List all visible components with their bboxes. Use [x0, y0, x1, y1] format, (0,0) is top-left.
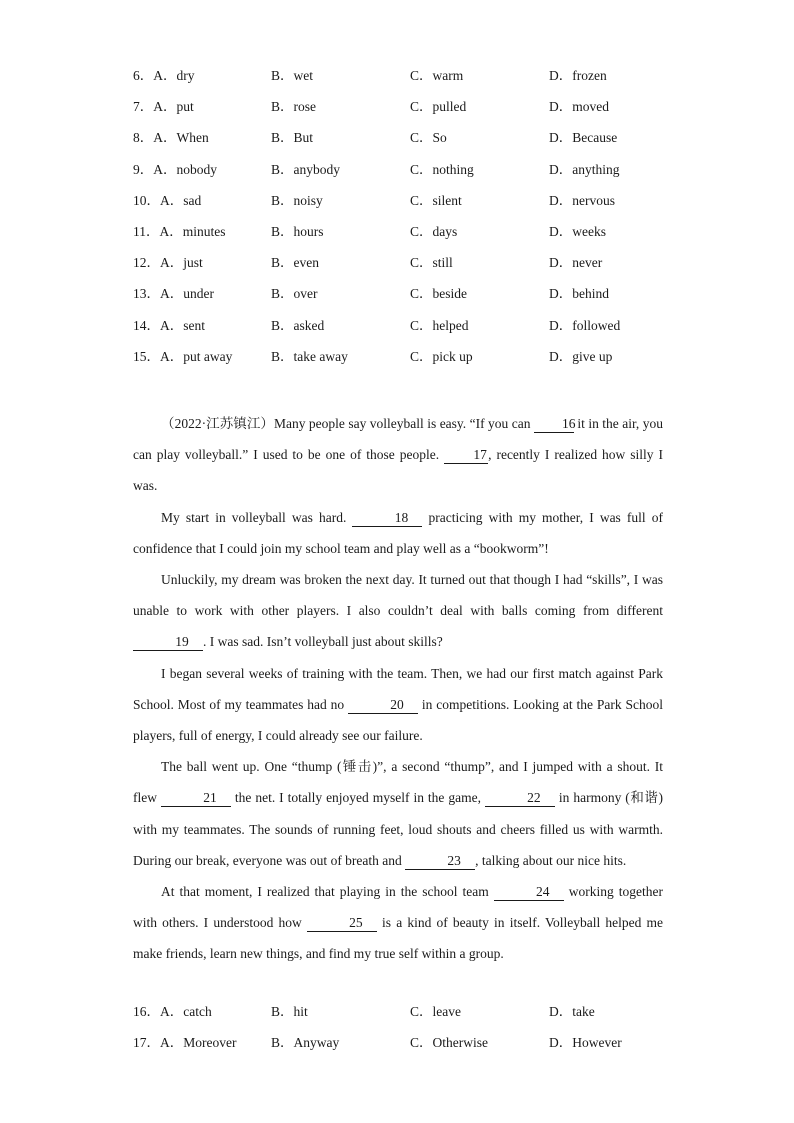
option-d: D．moved — [549, 99, 609, 115]
blank-25: 25 — [307, 915, 377, 932]
paragraph-6 — [133, 876, 663, 970]
text: practicing with my mother, I was full of confidence that I could join my school team and play well as a “bookworm”! — [133, 509, 663, 556]
blank-22: 22 — [485, 790, 555, 807]
option-a: 11．A．minutes — [133, 223, 226, 239]
text: is a kind of beauty in itself. Volleyball helped me make friends, learn new things, and find my true self within a group. — [133, 915, 664, 962]
text: , talking about our nice hits. — [475, 852, 627, 868]
option-d: D．frozen — [549, 68, 607, 83]
text: The ball went up. One “thump (锤击)”, a second “thump”, and I jumped with a shout. It flew — [133, 759, 663, 806]
option-c: C．warm — [410, 68, 464, 83]
paragraph-5 — [133, 751, 663, 876]
option-d: D．anything — [549, 161, 620, 177]
option-d: D．nervous — [549, 192, 615, 208]
option-b: B．asked — [271, 317, 325, 333]
option-a: 9．A．nobody — [133, 161, 217, 177]
blank-18: 18 — [352, 510, 422, 527]
option-b: B．wet — [271, 68, 313, 83]
text: （2022·江苏镇江）Many people say volleyball is easy. “If you can — [161, 416, 534, 431]
text: My start in volleyball was hard. — [161, 509, 353, 525]
option-c: C．helped — [410, 317, 469, 333]
text: Unluckily, my dream was broken the next day. It turned out that though I had “skills”, I was unable to work with other players. I also couldn’t deal with balls coming from different — [133, 572, 663, 619]
text: , recently I realized how silly I was. — [133, 447, 663, 494]
option-c: C．pulled — [410, 99, 467, 115]
option-b: B．even — [271, 255, 319, 271]
blank-16: 16 — [534, 416, 574, 433]
option-d: D．behind — [549, 286, 609, 302]
option-b: B．But — [271, 130, 314, 146]
option-d: D．weeks — [549, 223, 606, 239]
paragraph-3 — [133, 564, 663, 658]
question-row — [133, 160, 673, 191]
option-a: 12．A．just — [133, 255, 203, 271]
option-c: C．nothing — [410, 161, 474, 177]
option-a: 15．A．put away — [133, 348, 233, 364]
option-b: B．hours — [271, 223, 324, 239]
option-a: 7．A．put — [133, 99, 194, 115]
question-row — [133, 66, 673, 97]
paragraph-1 — [133, 408, 663, 502]
option-b: B．over — [271, 286, 318, 302]
question-row — [133, 347, 673, 378]
option-a: 8．A．When — [133, 130, 209, 146]
question-row — [133, 97, 673, 128]
option-c: C．So — [410, 130, 447, 146]
blank-20: 20 — [348, 697, 418, 714]
option-d: D．followed — [549, 317, 621, 333]
option-b: B．rose — [271, 99, 316, 115]
question-row — [133, 191, 673, 222]
option-a: 10．A．sad — [133, 192, 202, 208]
option-a: 17．A．Moreover — [133, 1035, 237, 1051]
option-c: C．Otherwise — [410, 1035, 488, 1051]
text: working together with others. I understood how — [133, 884, 663, 931]
question-row — [133, 222, 673, 253]
option-d: D．take — [549, 1004, 595, 1019]
question-row — [133, 253, 673, 284]
question-list-16-17 — [133, 1002, 673, 1064]
text: in harmony (和谐) with my teammates. The sounds of running feet, loud shouts and cheers filled us with warmth. During our break, everyone was out of breath and — [133, 790, 663, 868]
option-b: B．take away — [271, 348, 348, 364]
option-b: B．noisy — [271, 192, 323, 208]
option-d: D．give up — [549, 348, 613, 364]
blank-23: 23 — [405, 853, 475, 870]
option-c: C．silent — [410, 192, 462, 208]
option-c: C．leave — [410, 1004, 461, 1019]
paragraph-2 — [133, 502, 663, 564]
question-row — [133, 128, 673, 159]
text: At that moment, I realized that playing in the school team — [161, 884, 494, 900]
option-b: B．Anyway — [271, 1035, 340, 1051]
paragraph-4 — [133, 658, 663, 752]
option-c: C．beside — [410, 286, 467, 302]
blank-21: 21 — [161, 790, 231, 807]
option-b: B．hit — [271, 1004, 308, 1019]
option-d: D．never — [549, 255, 603, 271]
option-c: C．still — [410, 255, 453, 271]
option-c: C．days — [410, 223, 458, 239]
question-row — [133, 1002, 673, 1033]
text: I began several weeks of training with the team. Then, we had our first match against Park School. Most of my teammates had no — [133, 665, 663, 712]
option-c: C．pick up — [410, 348, 473, 364]
text: the net. I totally enjoyed myself in the game, — [230, 790, 485, 806]
text: . I was sad. Isn’t volleyball just about skills? — [203, 634, 443, 650]
question-list-6-15 — [133, 66, 673, 378]
blank-24: 24 — [494, 884, 564, 901]
question-row — [133, 316, 673, 347]
cloze-passage — [133, 408, 663, 970]
text: it in the air, you can play volleyball.” I used to be one of those people. — [133, 416, 663, 463]
question-row — [133, 1033, 673, 1064]
blank-19: 19 — [133, 634, 203, 651]
option-a: 16．A．catch — [133, 1004, 212, 1019]
option-a: 6．A．dry — [133, 68, 195, 83]
option-b: B．anybody — [271, 161, 340, 177]
question-row — [133, 284, 673, 315]
blank-17: 17 — [444, 447, 488, 464]
text: in competitions. Looking at the Park School players, full of energy, I could already see our failure. — [133, 696, 663, 744]
option-d: D．Because — [549, 130, 618, 146]
option-a: 13．A．under — [133, 286, 214, 302]
option-a: 14．A．sent — [133, 317, 205, 333]
option-d: D．However — [549, 1035, 622, 1051]
